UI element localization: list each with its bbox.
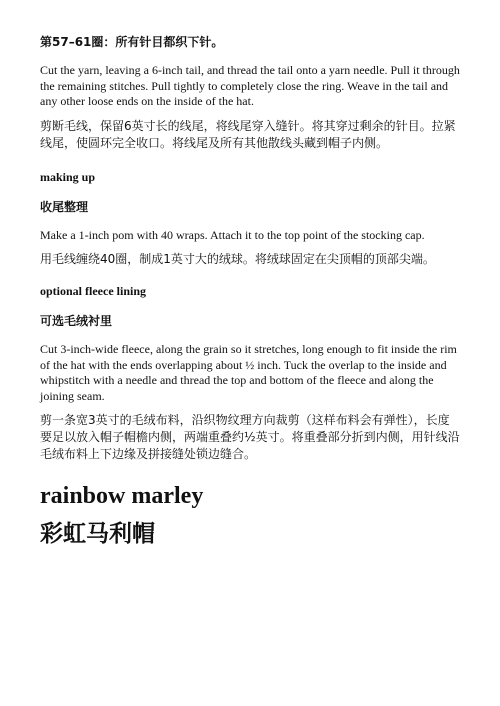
next-pattern-title-en: rainbow marley xyxy=(40,483,204,509)
making-up-heading-en: making up xyxy=(40,169,96,184)
document-page xyxy=(40,34,460,549)
fleece-lining-paragraph-en: Cut 3-inch-wide fleece, along the grain so it stretches, long enough to fit inside the rim of the hat with the ends overlapping about ½ inch. Tuck the overlap to the inside and whipstitch with a needle and thread the top and bottom of the fleece and along the joining seam. xyxy=(40,342,457,403)
making-up-heading-zh: 收尾整理 xyxy=(40,199,89,214)
pom-paragraph-en: Make a 1-inch pom with 40 wraps. Attach it to the top point of the stocking cap. xyxy=(40,227,425,242)
fleece-lining-paragraph-zh: 剪一条宽3英寸的毛绒布料，沿织物纹理方向裁剪（这样布料会有弹性），长度要足以放入帽子帽檐内侧，两端重叠约½英寸。将重叠部分折到内侧，用针线沿毛绒布料上下边缘及拼接缝处锁边缝合。 xyxy=(40,413,460,461)
fleece-lining-heading-en: optional fleece lining xyxy=(40,284,146,298)
pom-paragraph-zh: 用毛线缠绕40圈，制成1英寸大的绒球。将绒球固定在尖顶帽的顶部尖端。 xyxy=(40,252,435,266)
next-pattern-title-zh: 彩虹马利帽 xyxy=(40,521,155,547)
round-instruction-heading: 第57–61圈：所有针目都织下针。 xyxy=(40,35,224,49)
finishing-paragraph-zh: 剪断毛线，保留6英寸长的线尾，将线尾穿入缝针。将其穿过剩余的针目。拉紧线尾，使圆环完全收口。将线尾及所有其他散线头藏到帽子内侧。 xyxy=(40,118,456,150)
finishing-paragraph-en: Cut the yarn, leaving a 6-inch tail, and thread the tail onto a yarn needle. Pull it through the remaining stitches. Pull tightly to completely close the ring. Weave in the tail and any other loose ends on the inside of the hat. xyxy=(40,63,460,108)
fleece-lining-heading-zh: 可选毛绒衬里 xyxy=(40,314,113,328)
